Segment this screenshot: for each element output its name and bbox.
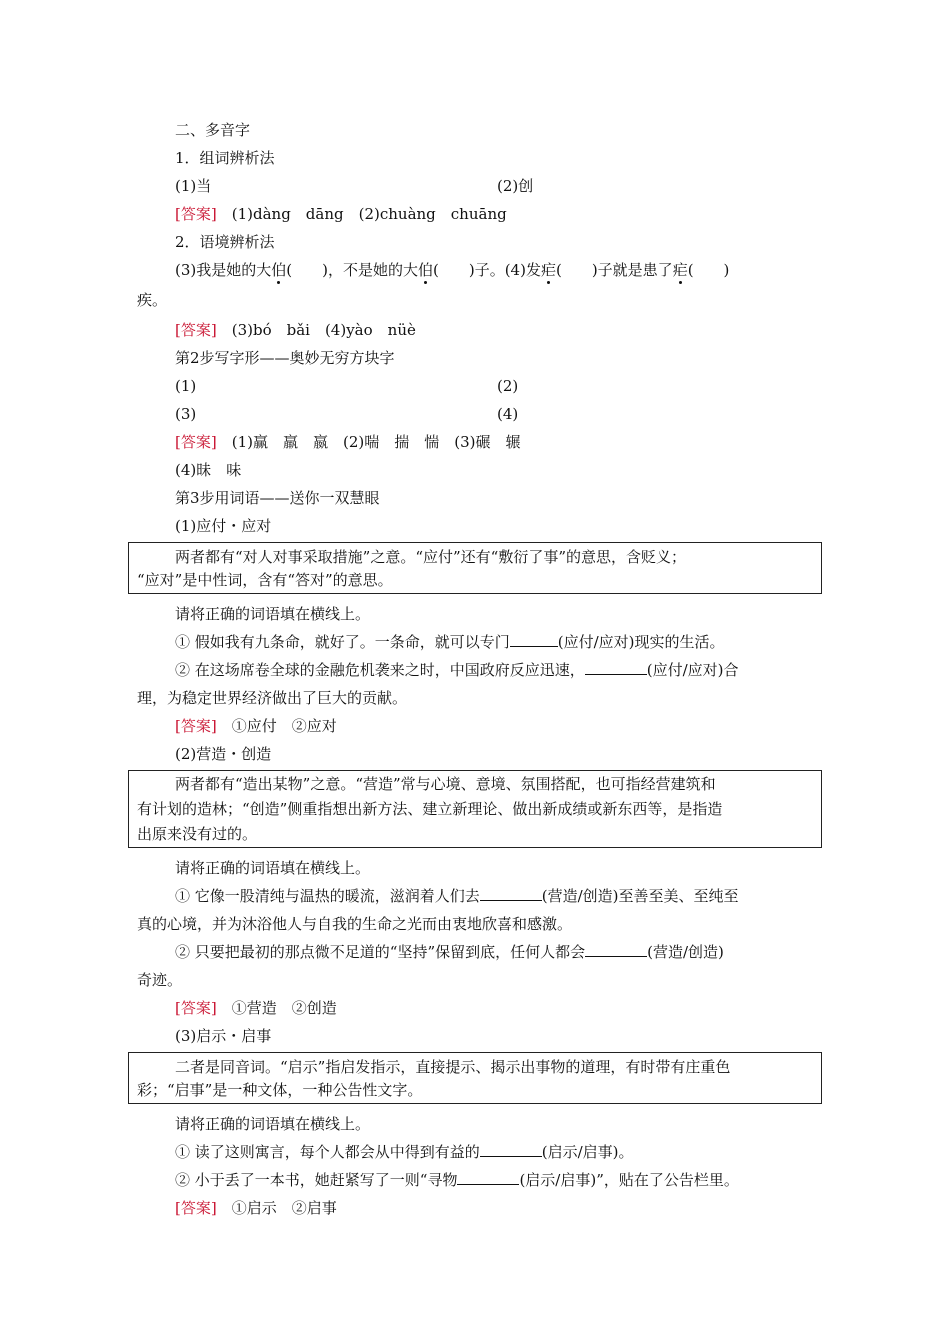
answer-text: (1)赢 羸 嬴 (2)喘 揣 惴 (3)碾 辗 (231, 433, 521, 451)
question-item: (1)当 (175, 177, 212, 195)
answer-tag: [答案] (175, 999, 217, 1017)
exercise-sentence (175, 1170, 739, 1190)
answer-line (175, 998, 337, 1018)
explanation-line: 两者都有“造出某物”之意。“营造”常与心境、意境、氛围搭配，也可指经营建筑和 (175, 775, 716, 793)
answer-line (175, 432, 520, 452)
glyph-item: (2) (497, 377, 519, 395)
text-segment: ( )，不是她的大 (286, 261, 418, 279)
dotted-char: 疟 (540, 261, 556, 279)
exercise-sentence-cont: 理，为稳定世界经济做出了巨大的贡献。 (137, 689, 408, 707)
text-segment: ② 只要把最初的那点微不足道的“坚持”保留到底，任何人都会 (175, 943, 586, 961)
answer-text: ①启示 ②启事 (231, 1199, 337, 1217)
text-segment: ① 读了这则寓言，每个人都会从中得到有益的 (175, 1143, 480, 1161)
answer-tag: [答案] (175, 717, 217, 735)
text-segment: ( ) (687, 261, 730, 279)
text-segment: ① 它像一股清纯与温热的暖流，滋润着人们去 (175, 887, 480, 905)
answer-tag: [答案] (175, 205, 217, 223)
text-segment: (3)我是她的大 (175, 261, 272, 279)
method-heading: 2．语境辨析法 (175, 233, 275, 251)
dotted-char: 伯 (417, 261, 433, 279)
explanation-line: 两者都有“对人对事采取措施”之意。“应付”还有“敷衍了事”的意思，含贬义； (175, 548, 687, 566)
text-segment: ① 假如我有九条命，就好了。一条命，就可以专门 (175, 633, 510, 651)
word-pair-heading: (1)应付・应对 (175, 517, 272, 535)
question-sentence (175, 260, 729, 280)
text-segment: (营造/创造) (647, 943, 724, 961)
method-heading: 1．组词辨析法 (175, 149, 275, 167)
text-segment: (应付/应对)合 (646, 661, 739, 679)
instruction: 请将正确的词语填在横线上。 (175, 859, 371, 877)
answer-line (175, 204, 507, 224)
exercise-sentence-cont: 奇迹。 (137, 971, 183, 989)
answer-line (175, 320, 416, 340)
glyph-item: (3) (175, 405, 197, 423)
exercise-sentence (175, 660, 739, 680)
answer-blank[interactable] (585, 660, 647, 675)
exercise-sentence (175, 942, 724, 962)
text-segment: (启示/启事)”，贴在了公告栏里。 (519, 1171, 739, 1189)
word-pair-heading: (2)营造・创造 (175, 745, 272, 763)
question-item: (2)创 (497, 177, 534, 195)
text-segment: (应付/应对)现实的生活。 (557, 633, 725, 651)
exercise-sentence (175, 632, 725, 652)
explanation-box (128, 542, 822, 594)
answer-blank[interactable] (585, 942, 647, 957)
text-segment: (启示/启事)。 (541, 1143, 634, 1161)
answer-text: ①应付 ②应对 (231, 717, 337, 735)
dotted-char: 疟 (672, 261, 688, 279)
answer-blank[interactable] (510, 632, 558, 647)
instruction: 请将正确的词语填在横线上。 (175, 605, 371, 623)
text-segment: (营造/创造)至善至美、至纯至 (541, 887, 739, 905)
answer-text-cont: (4)昧 味 (175, 461, 242, 479)
explanation-line: 出原来没有过的。 (137, 825, 258, 843)
dotted-char: 伯 (271, 261, 287, 279)
answer-blank[interactable] (480, 886, 542, 901)
explanation-line: 有计划的造林；“创造”侧重指想出新方法、建立新理论、做出新成绩或新东西等，是指造 (137, 800, 723, 818)
step-heading: 第2步写字形——奥妙无穷方块字 (175, 349, 395, 367)
text-segment: ( )子就是患了 (555, 261, 673, 279)
explanation-box (128, 1052, 822, 1104)
exercise-sentence (175, 1142, 634, 1162)
explanation-line: “应对”是中性词，含有“答对”的意思。 (137, 571, 393, 589)
answer-tag: [答案] (175, 321, 217, 339)
answer-blank[interactable] (480, 1142, 542, 1157)
section-heading: 二、多音字 (175, 121, 251, 139)
answer-blank[interactable] (457, 1170, 519, 1185)
explanation-line: 彩；“启事”是一种文体，一种公告性文字。 (137, 1081, 423, 1099)
explanation-line: 二者是同音词。“启示”指启发指示，直接提示、揭示出事物的道理，有时带有庄重色 (175, 1058, 731, 1076)
answer-text: ①营造 ②创造 (231, 999, 337, 1017)
question-sentence-cont: 疾。 (137, 291, 168, 309)
answer-tag: [答案] (175, 433, 217, 451)
text-segment: ② 在这场席卷全球的金融危机袭来之时，中国政府反应迅速， (175, 661, 585, 679)
answer-text: (3)bó bǎi (4)yào nüè (231, 321, 416, 339)
answer-text: (1)dàng dāng (2)chuàng chuāng (231, 205, 507, 223)
glyph-item: (1) (175, 377, 197, 395)
exercise-sentence-cont: 真的心境，并为沐浴他人与自我的生命之光而由衷地欣喜和感激。 (137, 915, 573, 933)
instruction: 请将正确的词语填在横线上。 (175, 1115, 371, 1133)
glyph-item: (4) (497, 405, 519, 423)
exercise-sentence (175, 886, 739, 906)
step-heading: 第3步用词语——送你一双慧眼 (175, 489, 380, 507)
text-segment: ② 小于丢了一本书，她赶紧写了一则“寻物 (175, 1171, 458, 1189)
explanation-box (128, 770, 822, 848)
answer-line (175, 716, 337, 736)
text-segment: ( )子。(4)发 (433, 261, 541, 279)
word-pair-heading: (3)启示・启事 (175, 1027, 272, 1045)
answer-tag: [答案] (175, 1199, 217, 1217)
answer-line (175, 1198, 337, 1218)
